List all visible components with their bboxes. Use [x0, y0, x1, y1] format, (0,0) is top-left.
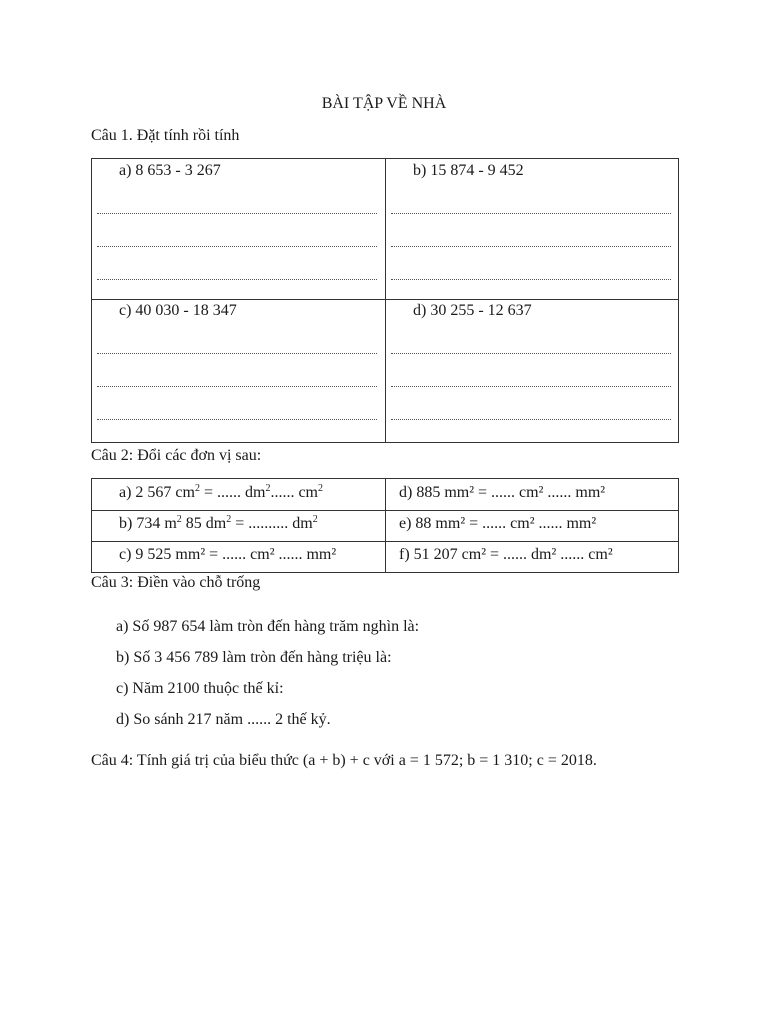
question-3-item-c: c) Năm 2100 thuộc thế kỉ: — [116, 680, 284, 697]
superscript: 2 — [194, 483, 200, 494]
answer-line[interactable] — [97, 246, 377, 247]
answer-line[interactable] — [391, 213, 671, 214]
answer-line[interactable] — [97, 419, 377, 420]
superscript: 2 — [318, 483, 323, 494]
question-1-heading: Câu 1. Đặt tính rồi tính — [91, 127, 240, 144]
question-2-heading: Câu 2: Đổi các đơn vị sau: — [91, 447, 262, 464]
question-3-heading: Câu 3: Điền vào chỗ trống — [91, 574, 261, 591]
grid-divider-vertical — [385, 159, 386, 442]
table-divider-horizontal — [92, 541, 678, 542]
question-3-item-d: d) So sánh 217 năm ...... 2 thế kỷ. — [116, 711, 331, 728]
grid-divider-horizontal — [92, 299, 678, 300]
answer-line[interactable] — [391, 386, 671, 387]
question-4-text: Câu 4: Tính giá trị của biểu thức (a + b) + c với a = 1 572; b = 1 310; c = 2018. — [91, 752, 597, 769]
answer-line[interactable] — [391, 353, 671, 354]
page-title: BÀI TẬP VỀ NHÀ — [321, 95, 447, 112]
conversion-f: f) 51 207 cm² = ...... dm² ...... cm² — [399, 546, 613, 563]
conversion-a-part: ...... cm — [270, 484, 318, 501]
answer-line[interactable] — [391, 419, 671, 420]
question-3-item-a: a) Số 987 654 làm tròn đến hàng trăm nghìn là: — [116, 618, 420, 635]
table-divider-horizontal — [92, 510, 678, 511]
answer-line[interactable] — [391, 246, 671, 247]
conversion-b-part: = .......... dm — [231, 515, 313, 532]
answer-line[interactable] — [97, 353, 377, 354]
superscript: 2 — [176, 514, 182, 525]
superscript: 2 — [312, 514, 318, 525]
calc-d-label: d) 30 255 - 12 637 — [413, 302, 532, 319]
question-2-table — [91, 478, 679, 573]
conversion-c: c) 9 525 mm² = ...... cm² ...... mm² — [119, 546, 337, 563]
question-3-item-b: b) Số 3 456 789 làm tròn đến hàng triệu là: — [116, 649, 392, 666]
superscript: 2 — [265, 483, 271, 494]
conversion-b-part: 85 dm — [181, 515, 227, 532]
table-divider-vertical — [385, 479, 386, 572]
answer-line[interactable] — [97, 386, 377, 387]
conversion-a-part: = ...... dm — [199, 484, 266, 501]
answer-line[interactable] — [97, 213, 377, 214]
calc-a-label: a) 8 653 - 3 267 — [119, 162, 221, 179]
calc-c-label: c) 40 030 - 18 347 — [119, 302, 237, 319]
question-1-grid — [91, 158, 679, 443]
calc-b-label: b) 15 874 - 9 452 — [413, 162, 524, 179]
conversion-b-part: b) 734 m — [119, 515, 177, 532]
answer-line[interactable] — [391, 279, 671, 280]
answer-line[interactable] — [97, 279, 377, 280]
conversion-d: d) 885 mm² = ...... cm² ...... mm² — [399, 484, 606, 501]
conversion-a-part: a) 2 567 cm — [119, 484, 195, 501]
conversion-e: e) 88 mm² = ...... cm² ...... mm² — [399, 515, 597, 532]
superscript: 2 — [226, 514, 232, 525]
conversion-a — [119, 484, 323, 502]
conversion-b — [119, 515, 318, 533]
